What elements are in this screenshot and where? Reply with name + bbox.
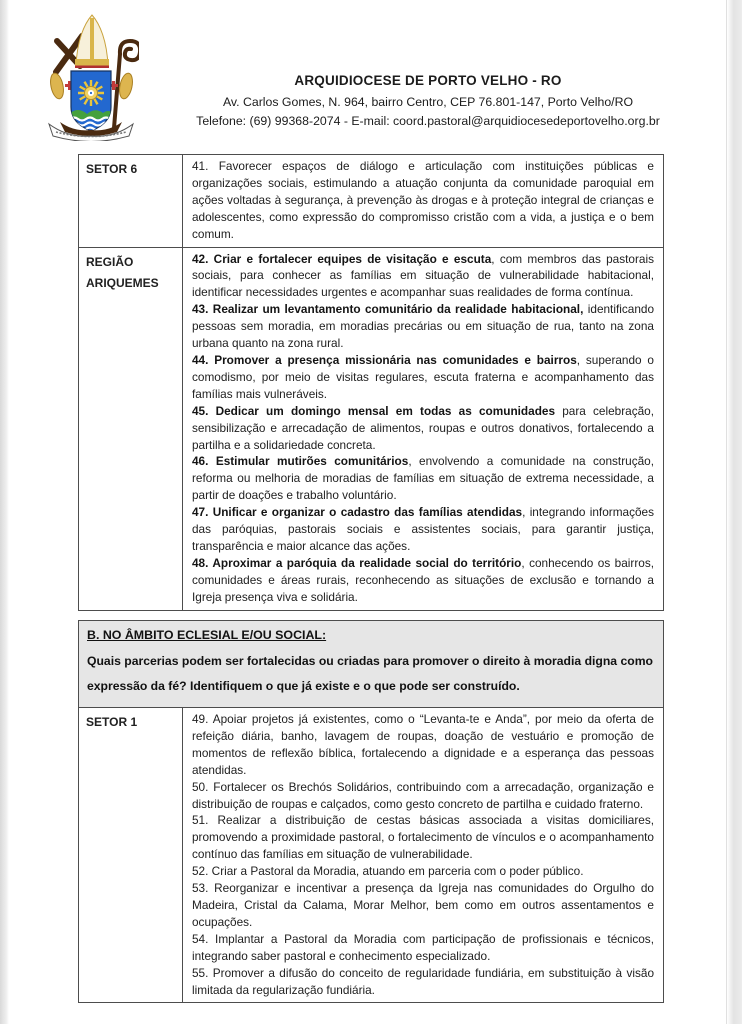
section-b-question: Quais parcerias podem ser fortalecidas ou criadas para promover o direito à moradia digna como expressão da fé? Identifiquem o que já existe e o que pode ser construído. (87, 654, 653, 693)
action-item: 52. Criar a Pastoral da Moradia, atuando em parceria com o poder público. (192, 864, 584, 879)
row-label-regiao-ariquemes: REGIÃO ARIQUEMES (79, 248, 183, 610)
org-title: ARQUIDIOCESE DE PORTO VELHO - RO (294, 73, 562, 88)
action-item: 43. Realizar um levantamento comunitário da realidade habitacional, identificando pessoas sem moradia, em moradias precárias ou em situação de rua, tanto na zona urbana quanto na zona rural. (192, 302, 654, 351)
row-label-setor-1: SETOR 1 (79, 708, 183, 1002)
action-item: 49. Apoiar projetos já existentes, como o “Levanta-te e Anda”, por meio da oferta de refeição diária, banho, lavagem de roupas, doação de vestuário e promoção de momentos de reflexão bíblica, fortalecendo a dignidade e a esperança das pessoas atendidas. (192, 712, 654, 777)
archdiocese-coat-of-arms-logo (44, 10, 139, 141)
shield-icon (69, 71, 113, 131)
row-items-setor-1 (183, 708, 663, 1002)
action-item: 55. Promover a difusão do conceito de regularidade fundiária, em substituição à visão limitada da regularização fundiária. (192, 965, 654, 997)
row-items-regiao-ariquemes (183, 248, 663, 610)
scan-edge-left (0, 0, 9, 1024)
action-item: 51. Realizar a distribuição de cestas básicas associada a visitas domiciliares, promovendo a proximidade pastoral, o fortalecimento de vínculos e o acompanhamento contínuo das famílias em situação de vulnerabilidade. (192, 813, 654, 862)
scan-edge-right (726, 0, 742, 1024)
table-setor-1 (78, 620, 664, 1003)
action-item: 42. Criar e fortalecer equipes de visitação e escuta, com membros das pastorais sociais, para conhecer as famílias em situação de vulnerabilidade habitacional, identificar necessidades urgentes e acompanhar suas realidades de forma contínua. (192, 251, 654, 300)
table-row-regiao-ariquemes (79, 247, 663, 610)
row-items-setor-6 (183, 155, 663, 247)
action-item: 53. Reorganizar e incentivar a presença da Igreja nas comunidades do Orgulho do Madeira, Cristal da Calama, Morar Melhor, bem como em outros assentamentos e ocupações. (192, 881, 654, 929)
action-item: 47. Unificar e organizar o cadastro das famílias atendidas, integrando informações das paróquias, pastorais sociais e assistentes sociais, para garantir justiça, transparência e maior alcance das ações. (192, 505, 654, 553)
table-row-setor-1 (79, 708, 663, 1002)
action-item: 50. Fortalecer os Brechós Solidários, contribuindo com a arrecadação, organização e distribuição de roupas e calçados, como gesto concreto de partilha e cuidado fraterno. (192, 779, 654, 811)
action-item: 41. Favorecer espaços de diálogo e articulação com instituições públicas e organizações sociais, estimulando a atuação conjunta da comunidade paroquial em ações voltadas à segurança, à prevenção às drogas e à proteção integral de crianças e adolescentes, como expressão do compromisso cristão com a vida, a justiça e o bem comum. (192, 159, 654, 241)
table-row-setor-6 (79, 155, 663, 247)
org-contact: Telefone: (69) 99368-2074 - E-mail: coord.pastoral@arquidiocesedeportovelho.org.br (196, 114, 660, 128)
table-regioes (78, 154, 664, 611)
action-item: 45. Dedicar um domingo mensal em todas as comunidades para celebração, sensibilização e arrecadação de alimentos, roupas e outros donativos, fortalecendo a partilha e a solidariedade concreta. (192, 403, 655, 452)
row-label-setor-6: SETOR 6 (79, 155, 183, 247)
action-item: 54. Implantar a Pastoral da Moradia com participação de profissionais e técnicos, integrando saber pastoral e conhecimento especializado. (192, 931, 654, 963)
section-b-heading: B. NO ÂMBITO ECLESIAL E/OU SOCIAL: (87, 628, 327, 642)
action-item: 46. Estimular mutirões comunitários, envolvendo a comunidade na construção, reforma ou melhoria de moradias de famílias em situação de extrema necessidade, a partir de doações e trabalho voluntário. (192, 454, 654, 503)
document-header (128, 71, 728, 131)
org-address: Av. Carlos Gomes, N. 964, bairro Centro, CEP 76.801-147, Porto Velho/RO (222, 95, 634, 109)
action-item: 44. Promover a presença missionária nas comunidades e bairros, superando o comodismo, por meio de visitas regulares, escuta fraterna e acompanhamento das famílias mais vulneráveis. (192, 352, 654, 401)
section-b-header (79, 621, 663, 708)
mitre-icon (75, 15, 109, 68)
action-item: 48. Aproximar a paróquia da realidade social do território, conhecendo os bairros, comunidades e áreas rurais, reconhecendo as situações de exclusão e tornando a Igreja presença viva e solidária. (192, 555, 655, 604)
